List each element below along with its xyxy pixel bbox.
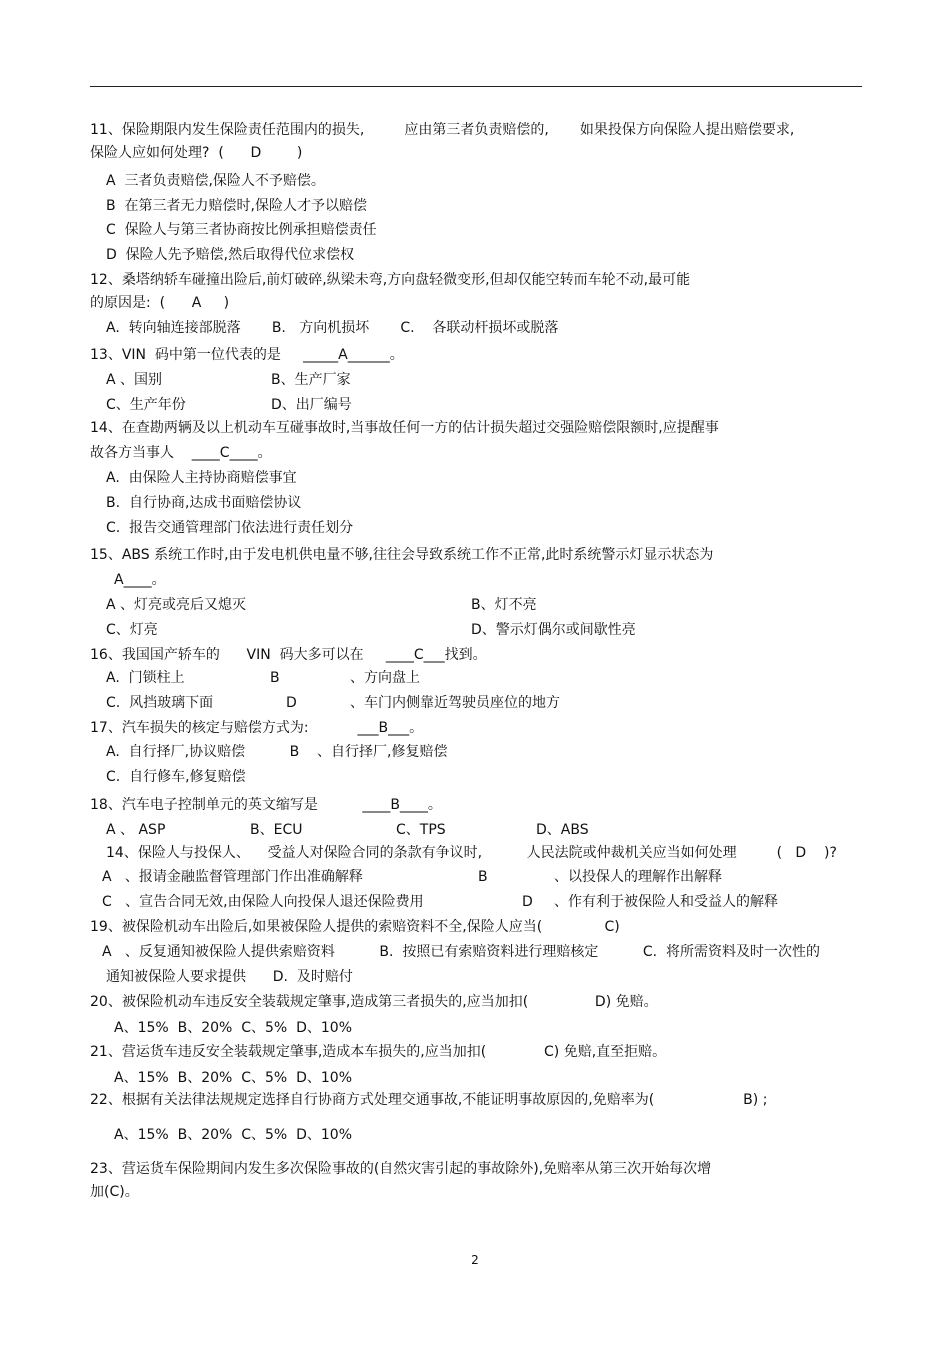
q16-option-d-text: 、车门内侧靠近驾驶员座位的地方: [350, 695, 560, 711]
q11-line2: 保险人应如何处理? ( D ): [90, 145, 303, 161]
q18-option-b: B、ECU: [250, 822, 303, 838]
q19-line2: A 、反复通知被保险人提供索赔资料 B. 按照已有索赔资料进行理赔核定 C. 将所需资料及时一次性的: [102, 944, 821, 960]
q14-option-c: C. 报告交通管理部门依法进行责任划分: [106, 520, 354, 536]
q14-line2: 故各方当事人 ____C____。: [90, 445, 272, 461]
q11-option-c: C 保险人与第三者协商按比例承担赔偿责任: [106, 222, 377, 238]
q16-option-c: C. 风挡玻璃下面: [106, 695, 214, 711]
q15-option-d: D、警示灯偶尔或间歇性亮: [471, 622, 636, 638]
q14b-option-d-letter: D: [522, 894, 533, 910]
q17-line1: 17、汽车损失的核定与赔偿方式为: ___B___。: [90, 720, 424, 736]
q18-line1: 18、汽车电子控制单元的英文缩写是 ____B____。: [90, 797, 442, 813]
q14-option-a: A. 由保险人主持协商赔偿事宜: [106, 470, 297, 486]
q13-option-b: B、生产厂家: [271, 372, 351, 388]
q23-line1: 23、营运货车保险期间内发生多次保险事故的(自然灾害引起的事故除外),免赔率从第三次开始每次增: [90, 1161, 712, 1177]
q11-option-a: A 三者负责赔偿,保险人不予赔偿。: [106, 173, 325, 189]
q11-option-b: B 在第三者无力赔偿时,保险人才予以赔偿: [106, 198, 367, 214]
q11-line1: 11、保险期限内发生保险责任范围内的损失, 应由第三者负责赔偿的, 如果投保方向保险人提出赔偿要求,: [90, 122, 795, 138]
q18-option-d: D、ABS: [536, 822, 589, 838]
q12-line1: 12、桑塔纳轿车碰撞出险后,前灯破碎,纵梁未弯,方向盘轻微变形,但却仅能空转而车轮不动,最可能: [90, 272, 691, 288]
q14-option-b: B. 自行协商,达成书面赔偿协议: [106, 495, 302, 511]
q17-option-c: C. 自行修车,修复赔偿: [106, 769, 246, 785]
q15-option-b: B、灯不亮: [471, 597, 537, 613]
q12-line2: 的原因是: ( A ): [90, 295, 230, 311]
q14b-option-d-text: 、作有利于被保险人和受益人的解释: [554, 894, 778, 910]
q14b-line1: 14、保险人与投保人、 受益人对保险合同的条款有争议时, 人民法院或仲裁机关应当如何处理 ( D )?: [106, 845, 837, 861]
q13-option-c: C、生产年份: [106, 397, 186, 413]
q15-option-a: A 、灯亮或亮后又熄灭: [106, 597, 247, 613]
q14b-option-b-text: 、以投保人的理解作出解释: [554, 869, 722, 885]
q14b-option-c: C 、宣告合同无效,由保险人向投保人退还保险费用: [102, 894, 424, 910]
q21-line1: 21、营运货车违反安全装载规定肇事,造成本车损失的,应当加扣( C) 免赔,直至拒赔。: [90, 1044, 667, 1060]
q15-line1: 15、ABS 系统工作时,由于发电机供电量不够,往往会导致系统工作不正常,此时系统警示灯显示状态为: [90, 547, 714, 563]
q20-options: A、15% B、20% C、5% D、10%: [114, 1020, 352, 1036]
q16-line1: 16、我国国产轿车的 VIN 码大多可以在 ____C___找到。: [90, 647, 487, 663]
q21-options: A、15% B、20% C、5% D、10%: [114, 1070, 352, 1086]
q14b-option-b-letter: B: [478, 869, 488, 885]
q16-option-b-text: 、方向盘上: [350, 670, 420, 686]
q14-line1: 14、在查勘两辆及以上机动车互碰事故时,当事故任何一方的估计损失超过交强险赔偿限额时,应提醒事: [90, 420, 719, 436]
q16-option-a: A. 门锁柱上: [106, 670, 185, 686]
q19-line3: 通知被保险人要求提供 D. 及时赔付: [106, 969, 353, 985]
q23-line2: 加(C)。: [90, 1184, 139, 1200]
q13-line1: 13、VIN 码中第一位代表的是 _____A______。: [90, 347, 404, 363]
q14b-option-a: A 、报请金融监督管理部门作出准确解释: [102, 869, 363, 885]
q15-option-c: C、灯亮: [106, 622, 158, 638]
q20-line1: 20、被保险机动车违反安全装载规定肇事,造成第三者损失的,应当加扣( D) 免赔。: [90, 994, 658, 1010]
q12-options: A. 转向轴连接部脱落 B. 方向机损坏 C. 各联动杆损坏或脱落: [106, 320, 559, 336]
q22-options: A、15% B、20% C、5% D、10%: [114, 1127, 352, 1143]
q11-option-d: D 保险人先予赔偿,然后取得代位求偿权: [106, 247, 355, 263]
q13-option-a: A 、国别: [106, 372, 163, 388]
q22-line1: 22、根据有关法律法规规定选择自行协商方式处理交通事故,不能证明事故原因的,免赔率为( B) ;: [90, 1092, 768, 1108]
header-rule: [90, 86, 862, 87]
q18-option-a: A 、 ASP: [106, 822, 166, 838]
q13-option-d: D、出厂编号: [271, 397, 352, 413]
q15-line2: A____。: [114, 572, 166, 588]
q17-options-ab: A. 自行择厂,协议赔偿 B 、自行择厂,修复赔偿: [106, 744, 448, 760]
q18-option-c: C、TPS: [396, 822, 446, 838]
q16-option-b-letter: B: [270, 670, 280, 686]
q16-option-d-letter: D: [286, 695, 297, 711]
page-number: 2: [471, 1253, 479, 1267]
q19-line1: 19、被保险机动车出险后,如果被保险人提供的索赔资料不全,保险人应当( C): [90, 919, 620, 935]
